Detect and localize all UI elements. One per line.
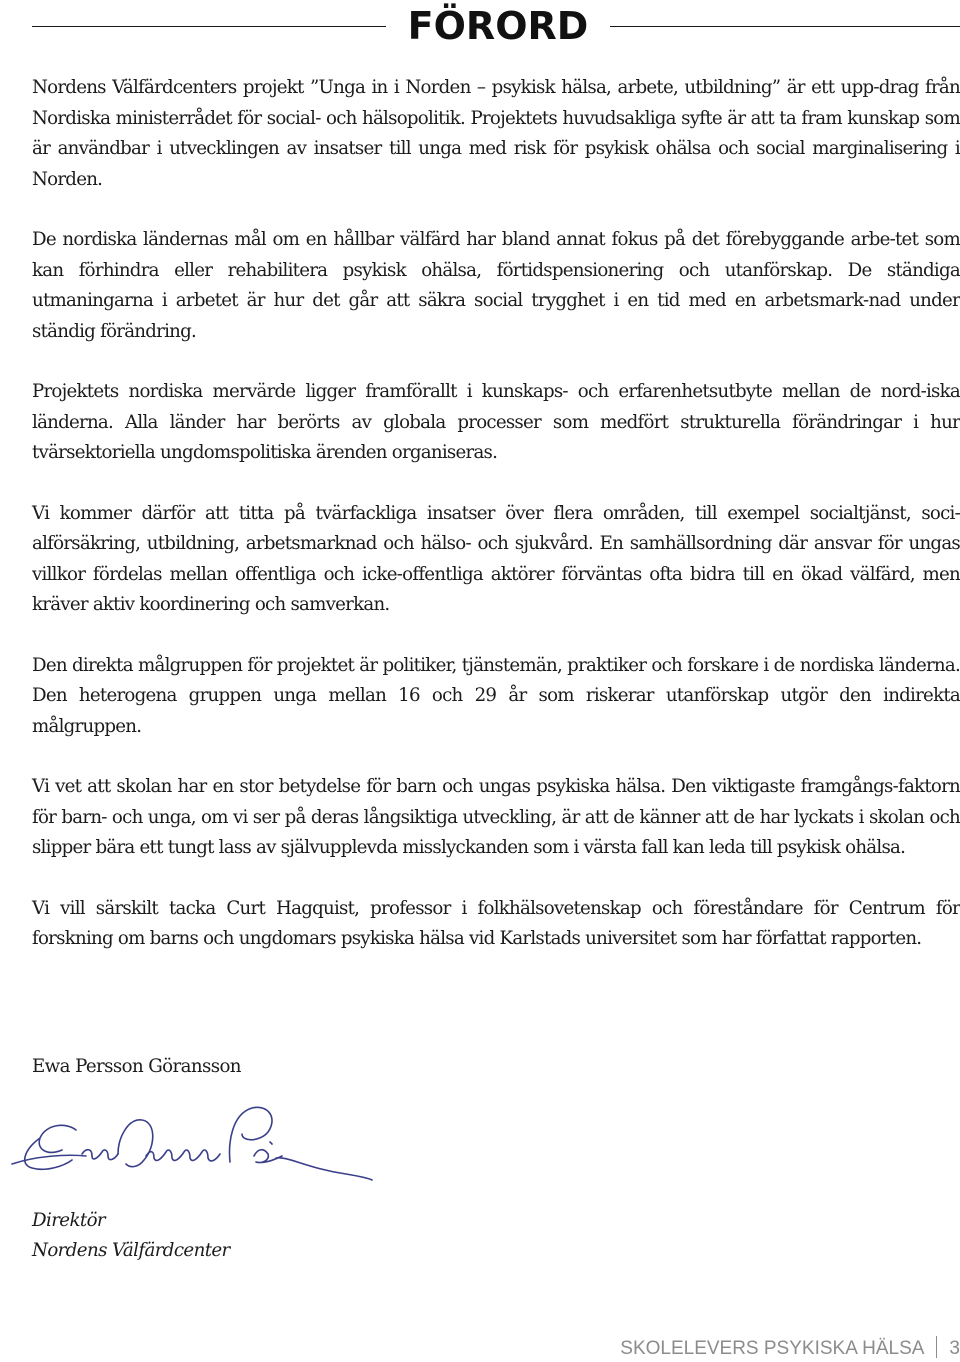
paragraph-6: Vi vet att skolan har en stor betydelse för barn och ungas psykiska hälsa. Den viktigaste framgångs-faktorn för barn- och unga, om vi ser på deras långsiktiga utveckling, är att de känner att de har lyckats i skolan och slipper bära ett tungt lass av självupplevda misslyckanden som i värsta fall kan leda till psykisk ohälsa. — [32, 776, 960, 858]
signer-name: Ewa Persson Göransson — [32, 1056, 241, 1077]
page-heading — [32, 4, 960, 52]
paragraph-3: Projektets nordiska mervärde ligger framförallt i kunskaps- och erfarenhetsutbyte mellan de nord-iska länderna. Alla länder har berörts av globala processer som medfört strukturella förändringar i hur tvärsektoriella ungdomspolitiska ärenden organiseras. — [32, 381, 960, 463]
paragraph-4: Vi kommer därför att titta på tvärfackliga insatser över flera områden, till exempel socialtjänst, soci-alförsäkring, utbildning, arbetsmarknad och hälso- och sjukvård. En samhällsordning där ansvar för ungas villkor fördelas mellan offentliga och icke-offentliga aktörer förväntas ofta bidra till en ökad välfärd, men kräver aktiv koordinering och samverkan. — [32, 502, 960, 615]
heading-rule-left — [32, 26, 386, 27]
paragraph-2: De nordiska ländernas mål om en hållbar välfärd har bland annat fokus på det förebyggande arbe-tet som kan förhindra eller rehabilitera psykisk ohälsa, förtidspensionering och utanförskap. De ständiga utmaningarna i arbetet är hur det går att säkra social trygghet i en tid med en arbetsmark-nad under ständig förändring. — [32, 229, 960, 342]
handwritten-signature — [6, 1098, 378, 1200]
page-title: FÖRORD — [407, 4, 589, 48]
signer-role: Direktör — [32, 1210, 106, 1231]
paragraph-1: Nordens Välfärdcenters projekt ”Unga in i Norden – psykisk hälsa, arbete, utbildning” är ett upp-drag från Nordiska ministerrådet för social- och hälsopolitik. Projektets huvudsakliga syfte är att ta fram kunskap som är användbar i utvecklingen av insatser till unga med risk för psykisk ohälsa och social marginalisering i Norden. — [32, 77, 960, 190]
heading-rule-right — [610, 26, 960, 27]
paragraph-7: Vi vill särskilt tacka Curt Hagquist, professor i folkhälsovetenskap och föreståndare för Centrum för forskning om barns och ungdomars psykiska hälsa vid Karlstads universitet som har författat rapporten. — [32, 897, 960, 949]
footer-divider — [936, 1336, 937, 1358]
signer-organization: Nordens Välfärdcenter — [32, 1240, 230, 1261]
paragraph-5: Den direkta målgruppen för projektet är politiker, tjänstemän, praktiker och forskare i de nordiska länderna. Den heterogena gruppen unga mellan 16 och 29 år som riskerar utanförskap utgör den indirekta målgruppen. — [32, 654, 960, 737]
signer-title — [32, 1206, 230, 1266]
page-number: 3 — [949, 1338, 960, 1359]
page-footer — [560, 1336, 960, 1362]
body-text — [32, 73, 960, 985]
running-title: SKOLELEVERS PSYKISKA HÄLSA — [620, 1338, 925, 1359]
